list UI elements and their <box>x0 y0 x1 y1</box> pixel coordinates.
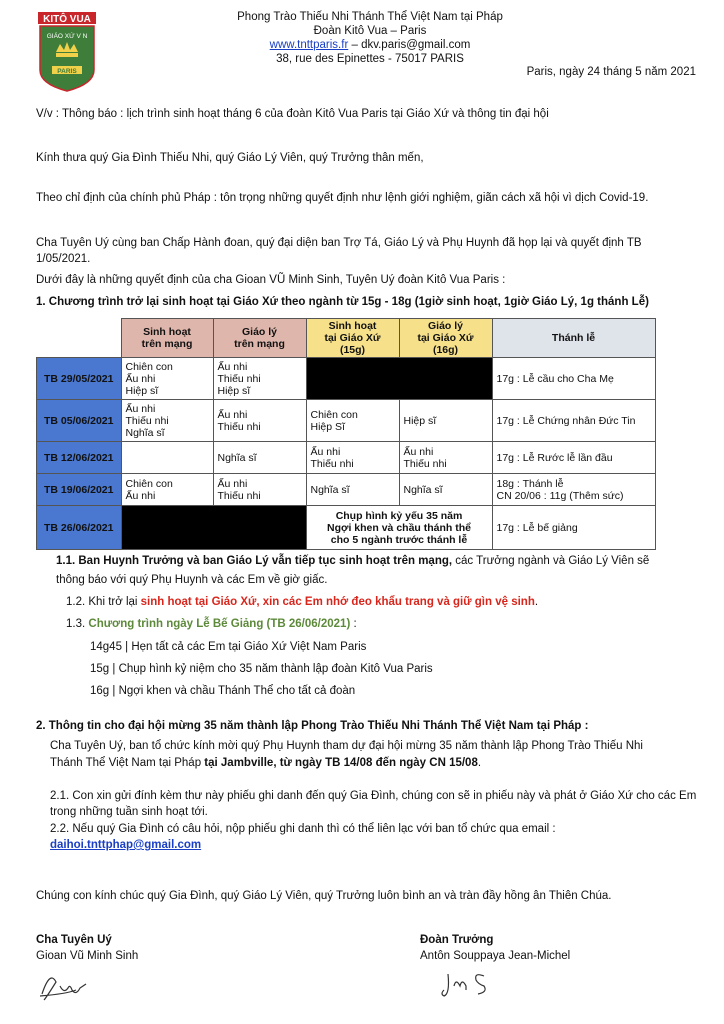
signature-left-scribble <box>36 964 106 1004</box>
item-1-2: 1.2. Khi trở lại sinh hoạt tại Giáo Xứ, xin các Em nhớ đeo khẩu trang và giữ gìn vệ sinh. <box>66 596 539 608</box>
row-date: TB 05/06/2021 <box>37 400 122 442</box>
section-2-intro: Cha Tuyên Uý, ban tổ chức kính mời quý Phụ Huynh tham dự đại hội mừng 35 năm thành lập Phong Trào Thiếu Nhi Thánh Thể Việt Nam tại Pháp tại Jambville, từ ngày TB 14/08 đến ngày CN 15/08. <box>50 740 643 769</box>
item-1-1: 1.1. Ban Huynh Trưởng và ban Giáo Lý vẫn tiếp tục sinh hoạt trên mạng, các Trưởng ngành và Giáo Lý Viên sẽ thông báo với quý Phụ Huynh và các Em về giờ giấc. <box>56 555 650 586</box>
cell: Hiệp sĩ <box>399 400 492 442</box>
table-row <box>37 506 656 550</box>
cell: Ấu nhi Thiếu nhi Hiệp sĩ <box>213 358 306 400</box>
sig-left-title: Cha Tuyên Uý <box>36 934 112 946</box>
header-sh-online: Sinh hoạt trên mạng <box>121 319 213 358</box>
header-sh-parish: Sinh hoạt tại Giáo Xứ (15g) <box>306 319 399 358</box>
letter-date: Paris, ngày 24 tháng 5 năm 2021 <box>526 66 696 78</box>
cell: Chiên con Ấu nhi Hiệp sĩ <box>121 358 213 400</box>
table-row <box>37 358 656 400</box>
item-2-1: 2.1. Con xin gửi đính kèm thư này phiếu ghi danh đến quý Gia Đình, chúng con sẽ in phiếu này và phát ở Giáo Xứ cho các Em trong những tuần sinh hoạt tới. <box>50 790 697 818</box>
logo-bottom-text: PARIS <box>57 68 77 75</box>
list-item: 15g | Chụp hình kỷ niệm cho 35 năm thành lập đoàn Kitô Vua Paris <box>90 663 433 675</box>
header-gl-parish: Giáo lý tại Giáo Xứ (16g) <box>399 319 492 358</box>
letterhead <box>160 10 580 66</box>
cell: Ấu nhi Thiếu nhi Nghĩa sĩ <box>121 400 213 442</box>
cell: 17g : Lễ Rước lễ lần đầu <box>492 442 655 474</box>
program-list <box>90 636 690 702</box>
blocked-cell <box>121 506 306 550</box>
cell: Nghĩa sĩ <box>399 474 492 506</box>
list-item: 14g45 | Hẹn tất cả các Em tại Giáo Xứ Việt Nam Paris <box>90 641 367 653</box>
row-date: TB 12/06/2021 <box>37 442 122 474</box>
row-date: TB 26/06/2021 <box>37 506 122 550</box>
header-gl-online: Giáo lý trên mạng <box>213 319 306 358</box>
greeting: Kính thưa quý Gia Đình Thiếu Nhi, quý Giáo Lý Viên, quý Trưởng thân mến, <box>36 152 424 164</box>
section-2-title: 2. Thông tin cho đại hội mừng 35 năm thành lập Phong Trào Thiếu Nhi Thánh Thể Việt Nam tại Pháp : <box>36 720 589 732</box>
paragraph-2: Cha Tuyên Uý cùng ban Chấp Hành đoan, quý đại diện ban Trợ Tá, Giáo Lý và Phụ Huynh đã họp lại và quyết định TB 1/05/2021. <box>36 237 642 265</box>
row-date: TB 29/05/2021 <box>37 358 122 400</box>
row-date: TB 19/06/2021 <box>37 474 122 506</box>
sig-right-title: Đoàn Trưởng <box>420 934 494 946</box>
cell: Ấu nhi Thiếu nhi <box>399 442 492 474</box>
cell: 17g : Lễ Chứng nhân Đức Tin <box>492 400 655 442</box>
cell <box>121 442 213 474</box>
table-row <box>37 474 656 506</box>
address: 38, rue des Epinettes - 75017 PARIS <box>276 53 464 65</box>
cell: Ấu nhi Thiếu nhi <box>213 474 306 506</box>
parish-note-cell: Chụp hình kỷ yếu 35 năm Ngợi khen và chầu thánh thể cho 5 ngành trước thánh lễ <box>306 506 492 550</box>
cell: 18g : Thánh lễ CN 20/06 : 11g (Thêm sức) <box>492 474 655 506</box>
list-item: 16g | Ngợi khen và chầu Thánh Thể cho tất cả đoàn <box>90 685 356 697</box>
email-text: – dkv.paris@gmail.com <box>348 39 471 51</box>
item-2-2: 2.2. Nếu quý Gia Đình có câu hỏi, nộp phiếu ghi danh thì có thể liên lạc với ban tổ chức qua email : <box>50 823 556 835</box>
item-1-3: 1.3. Chương trình ngày Lễ Bế Giảng (TB 26/06/2021) : <box>66 618 357 630</box>
paragraph-3: Dưới đây là những quyết định của cha Gioan VŨ Minh Sinh, Tuyên Uý đoàn Kitô Vua Paris : <box>36 274 506 286</box>
website-link[interactable]: www.tnttparis.fr <box>269 39 349 51</box>
blocked-cell <box>306 358 492 400</box>
sig-left-name: Gioan Vũ Minh Sinh <box>36 950 139 962</box>
cell: Ấu nhi Thiếu nhi <box>306 442 399 474</box>
logo <box>38 12 96 92</box>
cell: 17g : Lễ bế giảng <box>492 506 655 550</box>
signature-right-scribble <box>438 964 508 1004</box>
signature-left <box>36 932 138 1009</box>
unit-name: Đoàn Kitô Vua – Paris <box>313 25 427 37</box>
subject: V/v : Thông báo : lịch trình sinh hoạt tháng 6 của đoàn Kitô Vua Paris tại Giáo Xứ và thông tin đại hội <box>36 108 549 120</box>
cell: Chiên con Hiệp Sĩ <box>306 400 399 442</box>
table-row <box>37 400 656 442</box>
closing: Chúng con kính chúc quý Gia Đình, quý Giáo Lý Viên, quý Trưởng luôn bình an và tràn đầy hồng ân Thiên Chúa. <box>36 890 612 902</box>
header-mass: Thánh lễ <box>492 319 655 358</box>
table-row <box>37 442 656 474</box>
cell: Chiên con Ấu nhi <box>121 474 213 506</box>
signature-right <box>420 932 570 1009</box>
sig-right-name: Antôn Souppaya Jean-Michel <box>420 950 571 962</box>
section-1-title: 1. Chương trình trở lại sinh hoạt tại Giáo Xứ theo ngành từ 15g - 18g (1giờ sinh hoạt, 1giờ Giáo Lý, 1g thánh Lễ) <box>36 296 649 308</box>
paragraph-1: Theo chỉ định của chính phủ Pháp : tôn trọng những quyết định như lệnh giới nghiệm, giãn cách xã hội vì dịch Covid-19. <box>36 192 649 204</box>
cell: 17g : Lễ cầu cho Cha Mẹ <box>492 358 655 400</box>
cell: Ấu nhi Thiếu nhi <box>213 400 306 442</box>
cell: Nghĩa sĩ <box>213 442 306 474</box>
schedule-table <box>36 318 656 550</box>
org-name: Phong Trào Thiếu Nhi Thánh Thể Việt Nam tại Pháp <box>237 11 503 23</box>
cell: Nghĩa sĩ <box>306 474 399 506</box>
contact-email-link[interactable]: daihoi.tnttphap@gmail.com <box>50 839 202 851</box>
logo-middle-text: GIÁO XỨ V N <box>46 33 88 40</box>
logo-top-text: KITÔ VUA <box>43 14 91 25</box>
